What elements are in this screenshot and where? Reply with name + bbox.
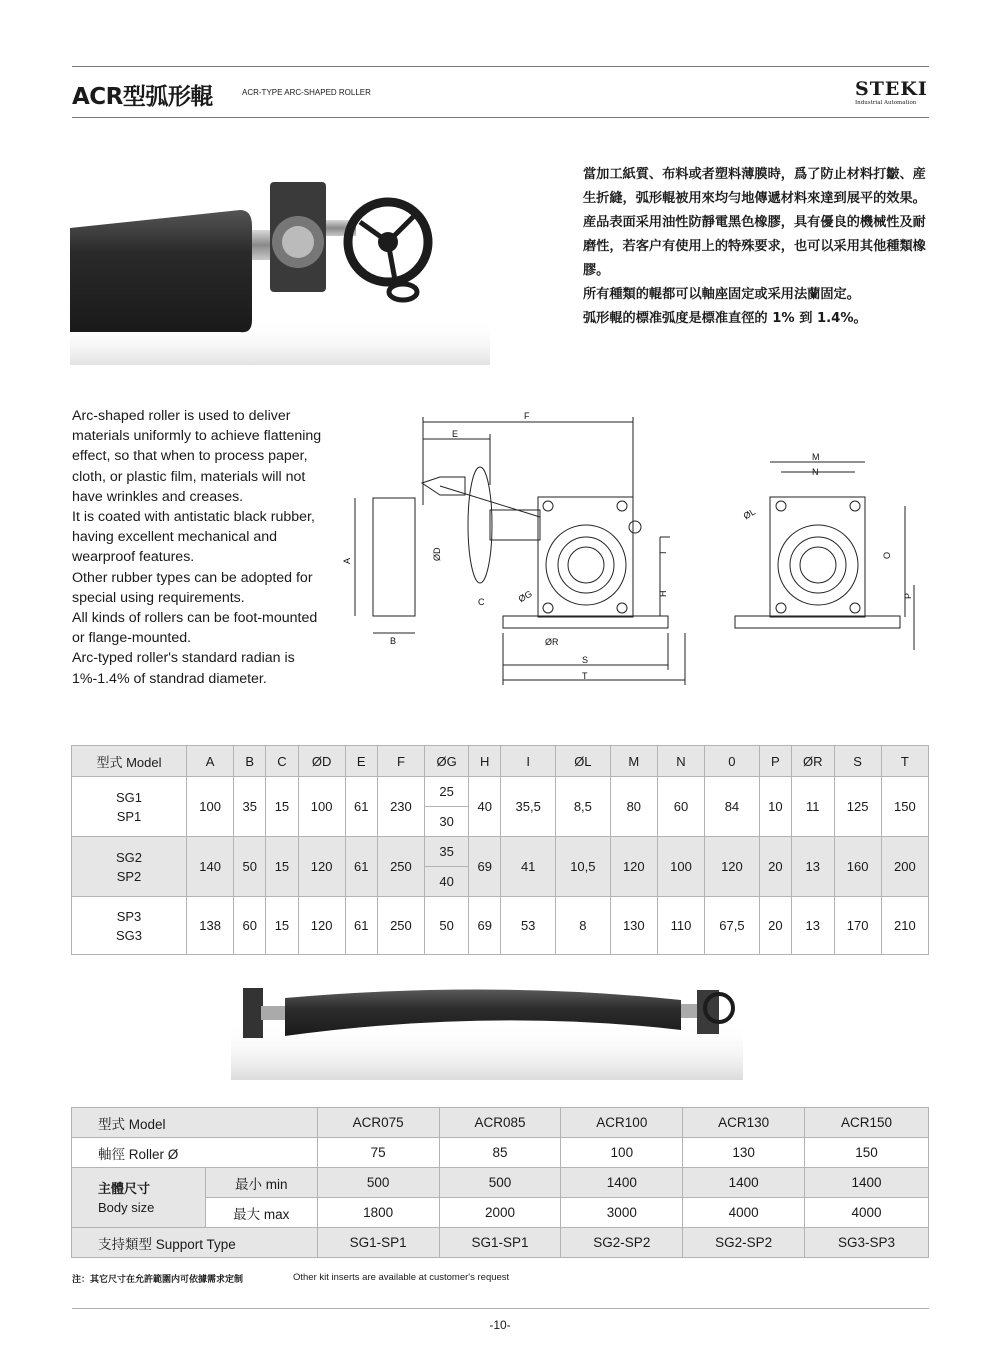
table-cell: 100 — [657, 837, 704, 897]
dim-label-d: ØD — [432, 547, 442, 561]
column-header: C — [266, 746, 298, 777]
roller-label: 軸徑 Roller Ø — [72, 1138, 318, 1168]
column-header: B — [234, 746, 266, 777]
dim-label-o: O — [882, 551, 892, 559]
table-cell: 2000 — [439, 1198, 561, 1228]
table-cell: 50 — [425, 897, 469, 955]
column-header: T — [881, 746, 928, 777]
dim-label-b: B — [390, 636, 397, 646]
dimension-spec-table — [71, 745, 929, 955]
table-cell: SG3-SP3 — [805, 1228, 929, 1258]
column-header: M — [610, 746, 657, 777]
column-header: ØL — [556, 746, 611, 777]
header-top-rule — [72, 66, 929, 67]
table-cell: 30 — [425, 807, 469, 837]
table-cell: 500 — [317, 1168, 439, 1198]
min-label: 最小 min — [205, 1168, 317, 1198]
table-cell: 50 — [234, 837, 266, 897]
table-cell: ACR100 — [561, 1108, 683, 1138]
table-cell: 4000 — [683, 1198, 805, 1228]
column-header: P — [759, 746, 791, 777]
table-cell: 10,5 — [556, 837, 611, 897]
en-paragraph: All kinds of rollers can be foot-mounted or flange-mounted. — [72, 610, 318, 647]
model-label: 型式 Model — [72, 1108, 318, 1138]
table-cell: 3000 — [561, 1198, 683, 1228]
description-chinese — [583, 163, 933, 331]
column-header: ØR — [791, 746, 834, 777]
table-cell: 100 — [561, 1138, 683, 1168]
dim-label-h: H — [658, 590, 668, 597]
en-paragraph: Arc-typed roller's standard radian is 1%-1.4% of standrad diameter. — [72, 650, 295, 687]
column-header: A — [187, 746, 234, 777]
footnote-english: Other kit inserts are available at customer's request — [293, 1272, 510, 1283]
table-cell: 35 — [425, 837, 469, 867]
table-cell: 500 — [439, 1168, 561, 1198]
table-cell: 250 — [377, 837, 424, 897]
column-header: 0 — [705, 746, 760, 777]
max-label: 最大 max — [205, 1198, 317, 1228]
table-cell: 130 — [683, 1138, 805, 1168]
header-bottom-rule — [72, 117, 929, 118]
table-cell: 210 — [881, 897, 928, 955]
dim-label-c: C — [478, 597, 485, 607]
table-cell: 41 — [501, 837, 556, 897]
table-cell: 20 — [759, 837, 791, 897]
steki-logo — [855, 80, 930, 110]
description-english — [72, 406, 330, 689]
table-row — [72, 1168, 929, 1198]
table-cell: 35 — [234, 777, 266, 837]
column-header: ØG — [425, 746, 469, 777]
table-cell: 61 — [345, 897, 377, 955]
roller-handwheel-photo — [70, 170, 490, 365]
zh-paragraph: 産品表面采用油性防靜電黑色橡膠，具有優良的機械性及耐磨性，若客户有使用上的特殊要求，也可以采用其他種類橡膠。 — [583, 215, 926, 278]
table-row — [72, 1108, 929, 1138]
table-cell: 150 — [881, 777, 928, 837]
table-cell: 53 — [501, 897, 556, 955]
table-cell: 67,5 — [705, 897, 760, 955]
table-cell: 11 — [791, 777, 834, 837]
column-header: S — [834, 746, 881, 777]
table-cell: 138 — [187, 897, 234, 955]
table-header-row — [72, 746, 929, 777]
table-cell: 120 — [705, 837, 760, 897]
column-header: I — [501, 746, 556, 777]
table-cell: 230 — [377, 777, 424, 837]
table-cell: 80 — [610, 777, 657, 837]
model-code: SG3 — [115, 927, 142, 943]
table-cell: 13 — [791, 837, 834, 897]
logo-wordmark: STEKI — [855, 78, 928, 100]
zh-paragraph: 當加工紙質、布料或者塑料薄膜時，爲了防止材料打皺、産生折縫，弧形輥被用來均勻地傳遞材料來達到展平的效果。 — [583, 167, 926, 206]
body-label-en: Body size — [98, 1199, 155, 1215]
table-cell: SG1-SP1 — [317, 1228, 439, 1258]
en-paragraph: Arc-shaped roller is used to deliver materials uniformly to achieve flattening effect, so that when to process paper, cloth, or plastic film, materials will not have wrinkles and creases. — [72, 408, 322, 505]
table-cell: 85 — [439, 1138, 561, 1168]
table-cell: 69 — [469, 897, 501, 955]
table-cell: 140 — [187, 837, 234, 897]
model-cell — [72, 777, 187, 837]
table-cell: 1400 — [805, 1168, 929, 1198]
dim-label-f: F — [524, 411, 530, 421]
logo-tagline: Industrial Automation — [855, 100, 917, 106]
table-cell: 10 — [759, 777, 791, 837]
footer-rule — [72, 1308, 929, 1309]
table-cell: ACR075 — [317, 1108, 439, 1138]
table-cell: ACR085 — [439, 1108, 561, 1138]
table-cell: 20 — [759, 897, 791, 955]
model-code: SG2 — [115, 849, 142, 865]
table-cell: 61 — [345, 837, 377, 897]
table-cell: 110 — [657, 897, 704, 955]
dim-label-m: M — [812, 452, 820, 462]
dim-label-r: ØR — [545, 637, 559, 647]
table-cell: 125 — [834, 777, 881, 837]
table-cell: 35,5 — [501, 777, 556, 837]
table-cell: 8 — [556, 897, 611, 955]
table-cell: SG2-SP2 — [561, 1228, 683, 1258]
dim-label-p: P — [903, 592, 913, 599]
table-cell: SG2-SP2 — [683, 1228, 805, 1258]
table-row — [72, 777, 929, 807]
table-cell: 120 — [298, 897, 345, 955]
model-cell — [72, 897, 187, 955]
zh-paragraph: 弧形輥的標准弧度是標准直徑的 1% 到 1.4%。 — [583, 311, 867, 326]
table-cell: SG1-SP1 — [439, 1228, 561, 1258]
page-number: -10- — [489, 1318, 511, 1332]
dim-label-e: E — [452, 429, 459, 439]
body-label-zh: 主體尺寸 — [98, 1180, 151, 1196]
body-size-label — [72, 1168, 206, 1228]
column-header: F — [377, 746, 424, 777]
arc-roller-photo — [231, 978, 743, 1080]
table-cell: 60 — [657, 777, 704, 837]
table-cell: 40 — [469, 777, 501, 837]
dim-label-a: A — [342, 557, 352, 564]
table-cell: 15 — [266, 897, 298, 955]
table-cell: 15 — [266, 777, 298, 837]
dim-label-g: ØG — [516, 588, 534, 605]
footnote-chinese: 注：其它尺寸在允許範圍内可依據需求定制 — [72, 1275, 244, 1285]
table-cell: 130 — [610, 897, 657, 955]
dim-label-l: ØL — [741, 506, 758, 522]
en-paragraph: Other rubber types can be adopted for special using requirements. — [72, 569, 313, 606]
model-code: SP1 — [116, 808, 142, 824]
model-code: SP3 — [116, 908, 142, 924]
dim-label-t: T — [582, 671, 588, 681]
table-row — [72, 897, 929, 955]
column-header: 型式 Model — [72, 746, 187, 777]
dim-label-s: S — [582, 655, 589, 665]
table-cell: 8,5 — [556, 777, 611, 837]
table-cell: 15 — [266, 837, 298, 897]
model-cell — [72, 837, 187, 897]
table-cell: 150 — [805, 1138, 929, 1168]
column-header: E — [345, 746, 377, 777]
support-label: 支持類型 Support Type — [72, 1228, 318, 1258]
table-cell: 120 — [610, 837, 657, 897]
table-cell: 75 — [317, 1138, 439, 1168]
model-size-table — [71, 1107, 929, 1258]
table-row — [72, 1228, 929, 1258]
model-code: SP2 — [116, 868, 142, 884]
table-cell: 100 — [298, 777, 345, 837]
table-cell: 60 — [234, 897, 266, 955]
table-cell: 1800 — [317, 1198, 439, 1228]
column-header: ØD — [298, 746, 345, 777]
table-cell: 1400 — [683, 1168, 805, 1198]
table-cell: 160 — [834, 837, 881, 897]
table-row — [72, 1138, 929, 1168]
table-cell: ACR130 — [683, 1108, 805, 1138]
table-cell: 69 — [469, 837, 501, 897]
model-code: SG1 — [115, 789, 142, 805]
table-cell: 250 — [377, 897, 424, 955]
table-cell: 100 — [187, 777, 234, 837]
column-header: N — [657, 746, 704, 777]
dim-label-i: I — [658, 551, 668, 554]
column-header: H — [469, 746, 501, 777]
table-cell: 13 — [791, 897, 834, 955]
table-row — [72, 837, 929, 867]
en-paragraph: It is coated with antistatic black rubber, having excellent mechanical and wearproof features. — [72, 509, 315, 566]
table-cell: 1400 — [561, 1168, 683, 1198]
dim-label-n: N — [812, 467, 819, 477]
table-cell: 200 — [881, 837, 928, 897]
table-cell: 170 — [834, 897, 881, 955]
page-subtitle: ACR-TYPE ARC-SHAPED ROLLER — [242, 88, 371, 97]
zh-paragraph: 所有種類的輥都可以軸座固定或采用法蘭固定。 — [583, 287, 860, 302]
table-cell: 120 — [298, 837, 345, 897]
table-cell: 84 — [705, 777, 760, 837]
table-cell: 25 — [425, 777, 469, 807]
technical-drawing — [340, 405, 930, 695]
page-title: ACR型弧形輥 — [72, 84, 213, 110]
table-cell: 4000 — [805, 1198, 929, 1228]
table-cell: 61 — [345, 777, 377, 837]
table-cell: ACR150 — [805, 1108, 929, 1138]
table-cell: 40 — [425, 867, 469, 897]
